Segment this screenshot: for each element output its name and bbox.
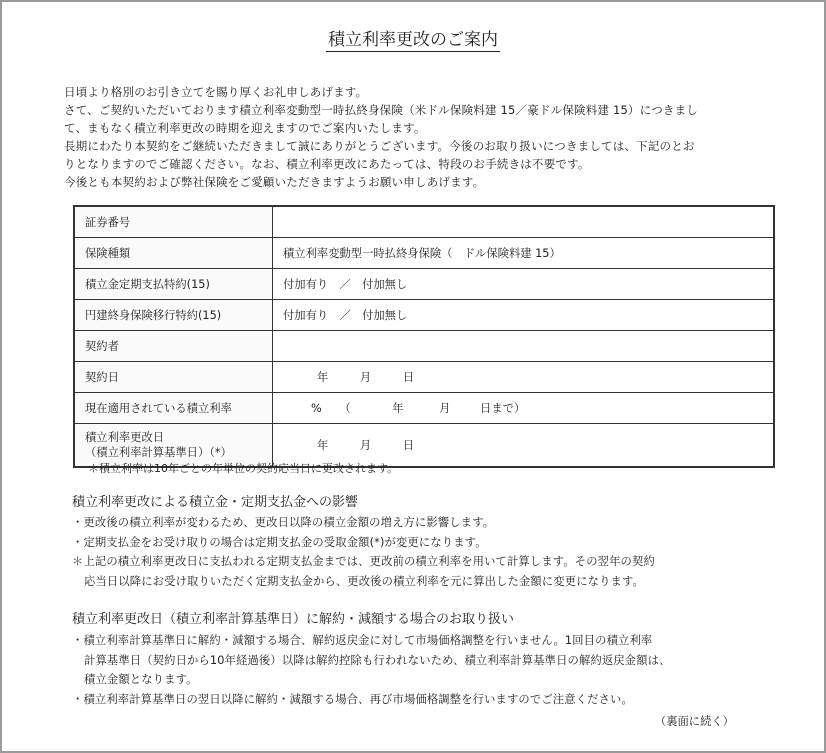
renewal-date-label-line1: 積立利率更改日 xyxy=(85,431,165,444)
list-item: ・積立利率計算基準日の翌日以降に解約・減額する場合、再び市場価格調整を行いますのでご注意ください。 xyxy=(72,692,633,706)
table-row xyxy=(74,393,774,424)
month-unit: 月 xyxy=(439,402,451,415)
page-title xyxy=(2,28,824,52)
list-item: 計算基準日（契約日から10年経過後）以降は解約控除も行われないため、積立利率計算基準日の解約返戻金額は、 xyxy=(84,653,671,667)
yen-transfer-rider-label: 円建終身保険移行特約(15) xyxy=(74,300,273,331)
year-unit: 年 xyxy=(392,402,404,415)
year-unit: 年 xyxy=(317,439,329,452)
intro-line: て、まもなく積立利率更改の時期を迎えますのでご案内いたします。 xyxy=(64,121,426,135)
intro-line: 日頃より格別のお引き立てを賜り厚くお礼申しあげます。 xyxy=(64,85,368,99)
list-item: ・積立利率計算基準日に解約・減額する場合、解約返戻金に対して市場価格調整を行いません。1回目の積立利率 xyxy=(72,634,653,647)
intro-line: 今後とも本契約および弊社保険をご愛顧いただきますようお願い申しあげます。 xyxy=(64,175,485,189)
policy-number-label: 証券番号 xyxy=(74,206,273,238)
insurance-type-label: 保険種類 xyxy=(74,238,273,269)
policy-number-value xyxy=(273,206,775,238)
table-row xyxy=(74,206,774,238)
section1-list xyxy=(72,513,792,591)
list-item: ・定期支払金をお受け取りの場合は定期支払金の受取金額(*)が変更になります。 xyxy=(72,535,487,549)
table-row xyxy=(74,238,774,269)
section2-heading: 積立利率更改日（積立利率計算基準日）に解約・減額する場合のお取り扱い xyxy=(72,612,515,627)
contract-info-table xyxy=(73,205,775,468)
current-rate-value xyxy=(273,393,775,424)
contract-date-value xyxy=(273,362,775,393)
current-rate-label: 現在適用されている積立利率 xyxy=(74,393,273,424)
table-row xyxy=(74,300,774,331)
until-day-unit: 日まで） xyxy=(480,402,526,415)
percent-unit: % xyxy=(311,402,322,415)
insurance-type-value: 積立利率変動型一時払終身保険（ ドル保険料建 15） xyxy=(273,238,775,269)
list-item: ・更改後の積立利率が変わるため、更改日以降の積立金額の増え方に影響します。 xyxy=(72,516,495,529)
table-row xyxy=(74,269,774,300)
section1-heading: 積立利率更改による積立金・定期支払金への影響 xyxy=(72,495,359,510)
month-unit: 月 xyxy=(359,439,372,452)
table-footnote: ＊積立利率は10年ごとの年単位の契約応当日に更改されます。 xyxy=(88,462,399,475)
intro-paragraph xyxy=(64,83,788,191)
table-row xyxy=(74,362,774,393)
section2-list xyxy=(72,631,792,709)
fixed-payment-rider-label: 積立金定期支払特約(15) xyxy=(74,269,273,300)
list-item: 応当日以降にお受け取りいただく定期支払金から、更改後の積立利率を元に算出した金額に変更になります。 xyxy=(84,574,644,588)
contract-date-label: 契約日 xyxy=(74,362,273,393)
list-item: 積立金額となります。 xyxy=(84,673,198,686)
fixed-payment-rider-value: 付加有り ／ 付加無し xyxy=(273,269,775,300)
table-row xyxy=(74,331,774,362)
policyholder-value xyxy=(273,331,775,362)
policyholder-label: 契約者 xyxy=(74,331,273,362)
day-unit: 日 xyxy=(402,371,415,384)
open-paren: （ xyxy=(339,402,351,415)
day-unit: 日 xyxy=(402,439,415,452)
list-item: ＊上記の積立利率更改日に支払われる定期支払金までは、更改前の積立利率を用いて計算します。その翌年の契約 xyxy=(72,555,655,568)
intro-line: りとなりますのでご確認ください。なお、積立利率更改にあたっては、特段のお手続きは不要です。 xyxy=(64,157,590,171)
year-unit: 年 xyxy=(317,371,329,384)
intro-line: 長期にわたり本契約をご継続いただきまして誠にありがとうございます。今後のお取り扱いにつきましては、下記のとお xyxy=(64,139,695,153)
page-title-text: 積立利率更改のご案内 xyxy=(328,30,498,50)
intro-line: さて、ご契約いただいております積立利率変動型一時払終身保険（米ドル保険料建 15／豪ドル保険料建 15）につきまし xyxy=(64,103,699,117)
continued-note: （裏面に続く） xyxy=(654,715,734,728)
renewal-date-label-line2: （積立利率計算基準日）（*） xyxy=(85,446,232,459)
yen-transfer-rider-value: 付加有り ／ 付加無し xyxy=(273,300,775,331)
month-unit: 月 xyxy=(359,371,372,384)
